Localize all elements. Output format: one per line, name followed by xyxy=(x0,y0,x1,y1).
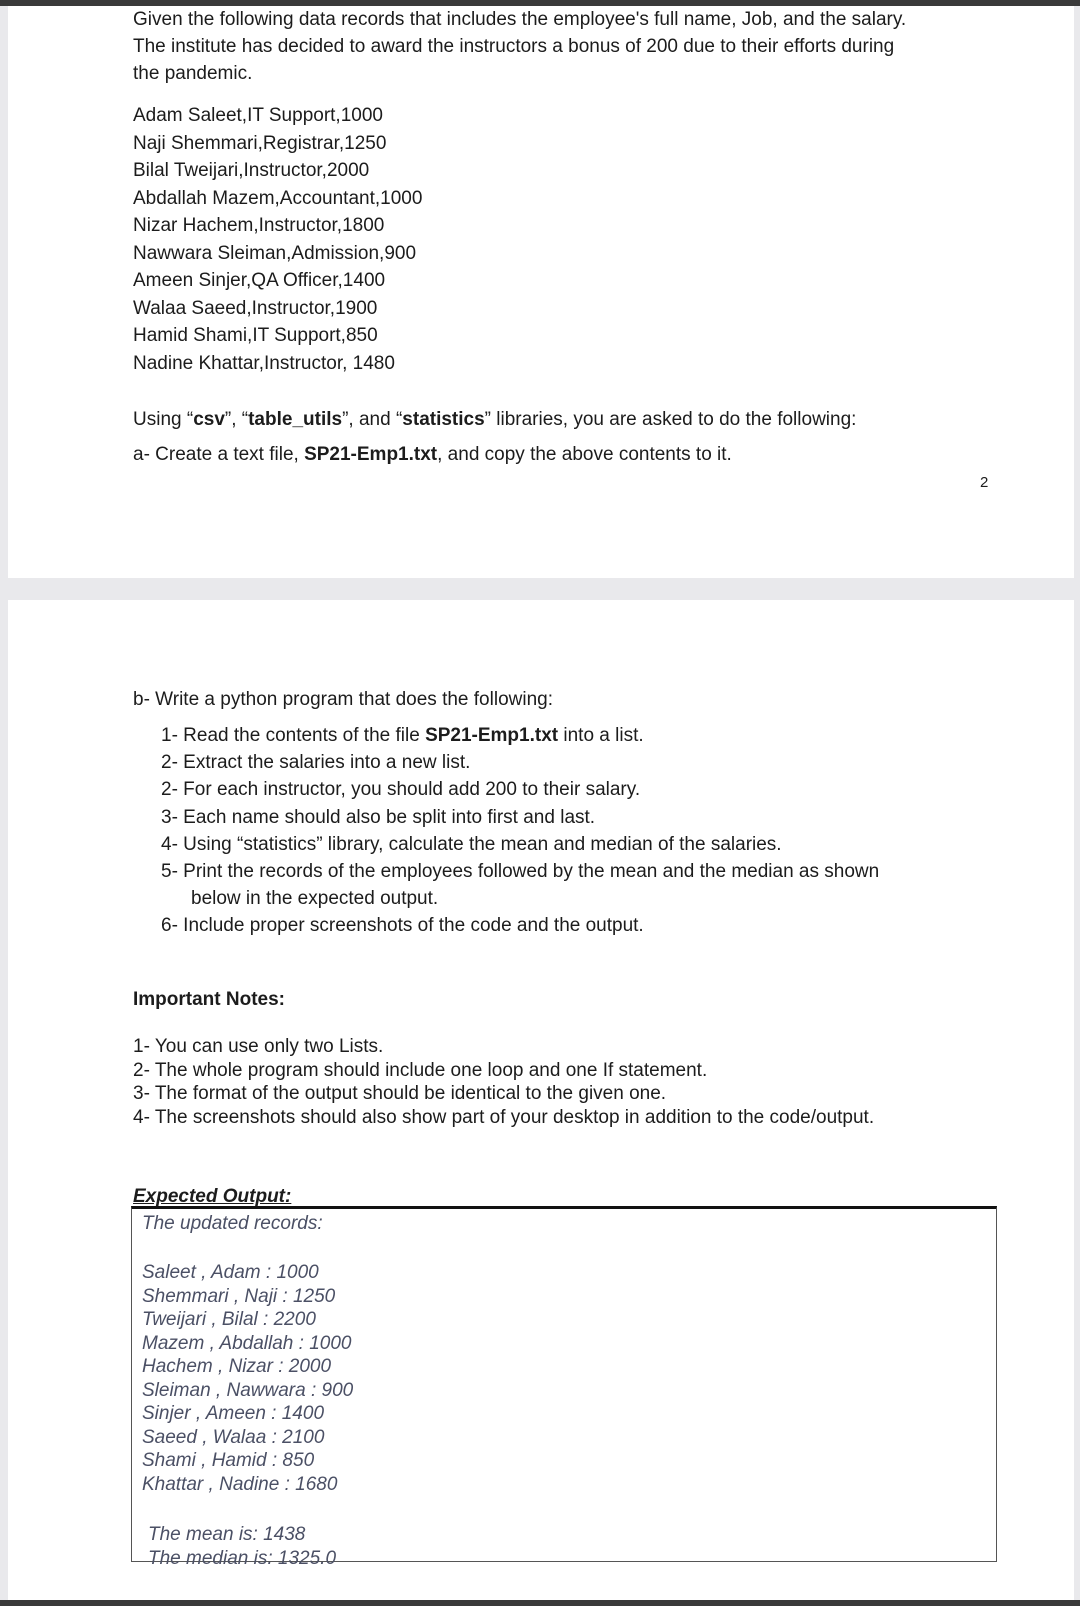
record-line: Ameen Sinjer,QA Officer,1400 xyxy=(133,270,386,291)
document-page-1 xyxy=(8,6,1074,578)
file-name: SP21-Emp1.txt xyxy=(425,725,559,746)
output-line: Saleet , Adam : 1000 xyxy=(142,1262,319,1283)
lib-table-utils: table_utils xyxy=(248,409,343,430)
output-median: The median is: 1325.0 xyxy=(148,1548,337,1569)
output-line: Shemmari , Naji : 1250 xyxy=(142,1285,336,1307)
intro-paragraph xyxy=(133,6,906,87)
task-item: 4- Using “statistics” library, calculate the mean and median of the salaries. xyxy=(161,833,782,855)
task-item: 1- Read the contents of the file SP21-Emp1.txt into a list. xyxy=(161,725,644,746)
output-records xyxy=(142,1261,353,1496)
task-item: 3- Each name should also be split into first and last. xyxy=(161,806,596,828)
record-line: Naji Shemmari,Registrar,1250 xyxy=(133,132,387,154)
task-item: 2- Extract the salaries into a new list. xyxy=(161,752,471,774)
task-list xyxy=(161,722,879,940)
output-mean: The mean is: 1438 xyxy=(148,1524,306,1545)
output-line: Hachem , Nizar : 2000 xyxy=(142,1356,332,1377)
page-number: 2 xyxy=(980,474,989,491)
note-item: 3- The format of the output should be identical to the given one. xyxy=(133,1083,667,1104)
bottom-edge xyxy=(0,1600,1080,1606)
task-item: 2- For each instructor, you should add 200 to their salary. xyxy=(161,779,641,801)
record-line: Walaa Saeed,Instructor,1900 xyxy=(133,297,378,319)
intro-line: The institute has decided to award the instructors a bonus of 200 due to their efforts during xyxy=(133,36,895,57)
intro-line: Given the following data records that includes the employee's full name, Job, and the salary. xyxy=(133,9,907,30)
output-line: Khattar , Nadine : 1680 xyxy=(142,1473,338,1495)
expected-output-box xyxy=(131,1206,997,1569)
libraries-instruction: Using “csv”, “table_utils”, and “statistics” libraries, you are asked to do the following: xyxy=(133,409,857,430)
part-b-instruction: b- Write a python program that does the following: xyxy=(133,689,553,710)
record-line: Nadine Khattar,Instructor, 1480 xyxy=(133,352,395,374)
notes-heading: Important Notes: xyxy=(133,989,285,1010)
output-line: Mazem , Abdallah : 1000 xyxy=(142,1332,352,1354)
part-a-instruction: a- Create a text file, SP21-Emp1.txt, and copy the above contents to it. xyxy=(133,444,732,465)
records-list xyxy=(133,102,422,377)
note-item: 4- The screenshots should also show part of your desktop in addition to the code/output. xyxy=(133,1106,875,1128)
note-item: 1- You can use only two Lists. xyxy=(133,1036,384,1057)
intro-line: the pandemic. xyxy=(133,63,253,84)
note-item: 2- The whole program should include one loop and one If statement. xyxy=(133,1059,708,1081)
task-item-continuation: below in the expected output. xyxy=(191,888,439,910)
record-line: Adam Saleet,IT Support,1000 xyxy=(133,105,383,126)
expected-output-heading: Expected Output: xyxy=(133,1186,292,1207)
record-line: Abdallah Mazem,Accountant,1000 xyxy=(133,187,423,209)
output-line: Tweijari , Bilal : 2200 xyxy=(142,1309,316,1330)
task-item: 5- Print the records of the employees followed by the mean and the median as shown xyxy=(161,861,880,883)
record-line: Nizar Hachem,Instructor,1800 xyxy=(133,215,385,236)
notes-list xyxy=(133,1035,874,1129)
lib-csv: csv xyxy=(193,409,225,430)
output-line: Saeed , Walaa : 2100 xyxy=(142,1426,325,1448)
output-line: Sleiman , Nawwara : 900 xyxy=(142,1379,354,1401)
output-line: Sinjer , Ameen : 1400 xyxy=(142,1403,325,1424)
output-statistics xyxy=(148,1523,336,1571)
record-line: Hamid Shami,IT Support,850 xyxy=(133,325,378,346)
record-line: Bilal Tweijari,Instructor,2000 xyxy=(133,160,370,181)
record-line: Nawwara Sleiman,Admission,900 xyxy=(133,242,417,264)
lib-statistics: statistics xyxy=(402,409,485,430)
output-line: Shami , Hamid : 850 xyxy=(142,1450,315,1471)
file-name: SP21-Emp1.txt xyxy=(304,444,438,465)
task-item: 6- Include proper screenshots of the code and the output. xyxy=(161,915,644,937)
output-header: The updated records: xyxy=(142,1213,323,1234)
document-page-2 xyxy=(8,600,1074,1600)
